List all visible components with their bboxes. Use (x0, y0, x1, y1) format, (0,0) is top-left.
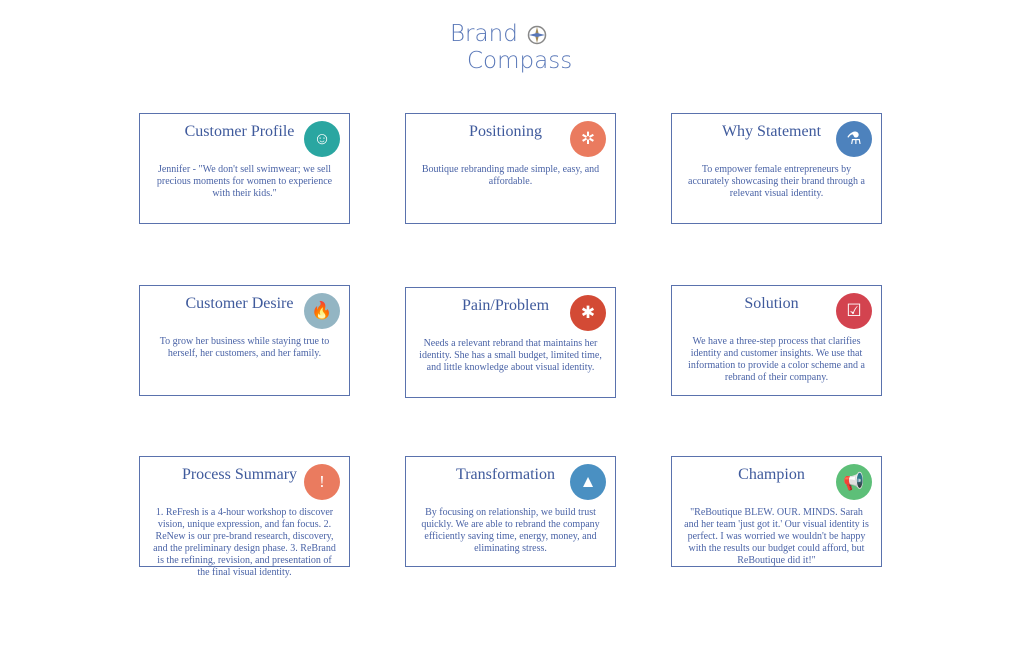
card-title: Process Summary (181, 466, 298, 483)
checklist-icon: ☑ (836, 293, 872, 329)
card-title: Why Statement (721, 123, 822, 140)
card-title: Customer Profile (184, 123, 295, 140)
card-text: To empower female entrepreneurs by accurately showcasing their brand through a relevant visual identity. (688, 164, 865, 199)
card-title: Solution (744, 295, 799, 312)
card-text: Needs a relevant rebrand that maintains her identity. She has a small budget, limited time, and little knowledge about visual identity. (419, 338, 602, 373)
card-text: By focusing on relationship, we build trust quickly. We are able to rebrand the company efficiently saving time, energy, money, and eliminating stress. (421, 507, 600, 554)
card-process-summary (139, 456, 350, 578)
bug-icon: ✱ (570, 295, 606, 331)
card-solution (671, 285, 882, 396)
card-champion (671, 456, 882, 567)
card-text: 1. ReFresh is a 4-hour workshop to discover vision, unique expression, and fan focus. 2. ReNew is our pre-brand research, discovery, and the preliminary design phase. 3. ReBrand is the refining, revision, and presentation of the final visual identity. (153, 507, 336, 578)
card-text: To grow her business while staying true to herself, her customers, and her family. (159, 336, 330, 359)
card-text: Boutique rebranding made simple, easy, and affordable. (421, 164, 600, 187)
card-title: Transformation (456, 466, 555, 483)
flask-icon: ⚗ (836, 121, 872, 157)
card-why-statement (671, 113, 882, 224)
woman-avatar-icon: ☺ (304, 121, 340, 157)
card-title: Champion (738, 466, 805, 483)
compass-icon (527, 25, 547, 45)
card-customer-desire (139, 285, 350, 396)
card-title: Customer Desire (185, 295, 294, 312)
card-title: Pain/Problem (461, 297, 550, 314)
card-pain-problem (405, 287, 616, 398)
lightbulb-icon: ! (304, 464, 340, 500)
flame-icon: 🔥 (304, 293, 340, 329)
card-title: Positioning (469, 123, 542, 140)
logo-line-2: Compass (467, 48, 573, 74)
card-text: "ReBoutique BLEW. OUR. MINDS. Sarah and her team 'just got it.' Our visual identity is perfect. I was worried we wouldn't be happy with the results our budget could afford, but ReBoutique did it!" (684, 507, 869, 566)
card-transformation (405, 456, 616, 567)
card-customer-profile (139, 113, 350, 224)
card-text: We have a three-step process that clarifies identity and customer insights. We use that information to provide a color scheme and a rebrand of their company. (688, 336, 865, 383)
logo-line-1: Brand (450, 21, 518, 47)
network-icon: ✲ (570, 121, 606, 157)
card-positioning (405, 113, 616, 224)
mountain-flag-icon: ▲ (570, 464, 606, 500)
card-text: Jennifer - "We don't sell swimwear; we sell precious moments for women to experience with their kids." (156, 164, 333, 199)
megaphone-icon: 📢 (836, 464, 872, 500)
